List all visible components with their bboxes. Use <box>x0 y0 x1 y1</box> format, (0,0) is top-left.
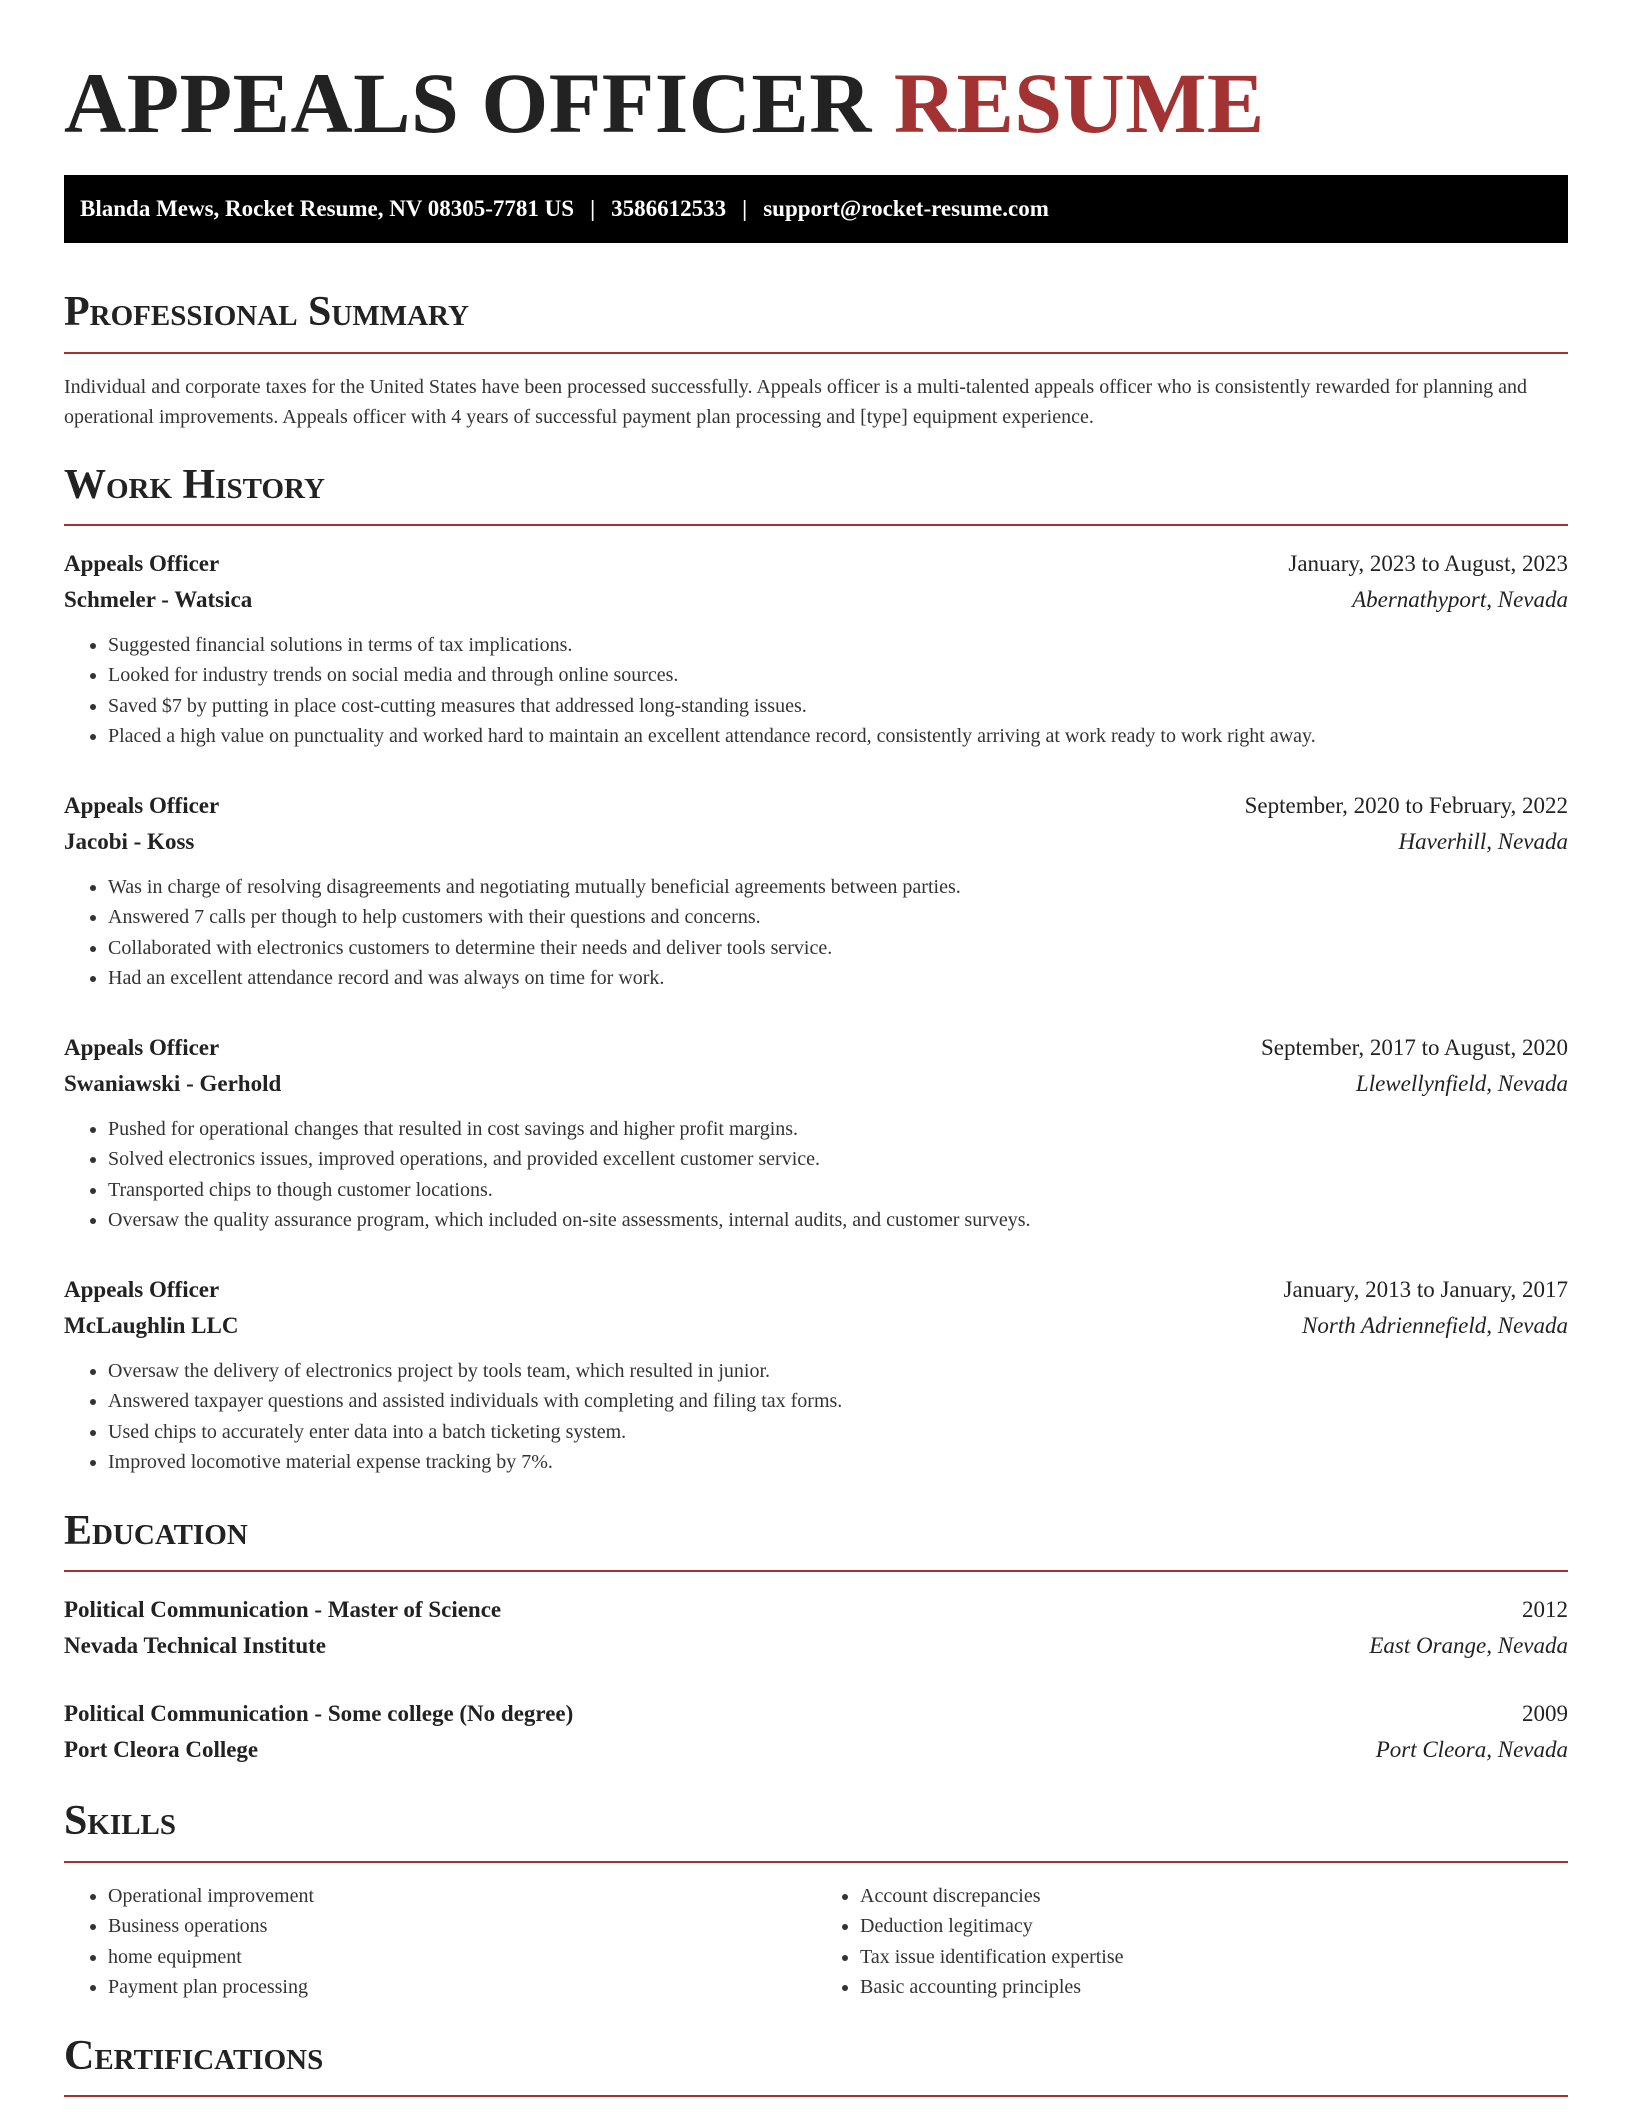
skill-item: • home equipment <box>108 1942 816 1973</box>
skill-item: • Tax issue identification expertise <box>860 1942 1568 1973</box>
skills-column-right <box>816 1881 1568 2003</box>
job-bullet: • Looked for industry trends on social media and through online sources. <box>108 660 1568 691</box>
job-entry <box>64 1272 1568 1478</box>
job-bullets <box>64 1356 1568 1478</box>
education-degree: Political Communication - Some college (No degree) <box>64 1701 574 1727</box>
job-dates: January, 2013 to January, 2017 <box>1283 1276 1568 1302</box>
job-title: Appeals Officer <box>64 1276 220 1302</box>
job-dates: September, 2017 to August, 2020 <box>1260 1034 1568 1060</box>
contact-phone: 3586612533 <box>611 196 727 222</box>
job-bullet: • Answered 7 calls per though to help customers with their questions and concerns. <box>108 902 1568 933</box>
skill-item: • Account discrepancies <box>860 1881 1568 1912</box>
skill-item: • Payment plan processing <box>108 1972 816 2003</box>
job-company: Swaniawski - Gerhold <box>64 1070 282 1096</box>
work-history-heading: Work History <box>64 460 1568 526</box>
job-bullets <box>64 872 1568 994</box>
job-title: Appeals Officer <box>64 792 220 818</box>
job-title: Appeals Officer <box>64 550 220 576</box>
education-entry <box>64 1592 1568 1664</box>
summary-text: Individual and corporate taxes for the United States have been processed successfully. Appeals officer is a multi-talented appeals officer who is consistently rewarded for planning and operational improvements. Appeals officer with 4 years of successful payment plan processing and [type] equipment experience. <box>64 375 1528 428</box>
job-company: Jacobi - Koss <box>64 828 195 854</box>
job-company: McLaughlin LLC <box>64 1312 239 1338</box>
contact-separator: | <box>590 196 596 222</box>
job-location: Abernathyport, Nevada <box>1352 586 1568 612</box>
education-entry <box>64 1696 1568 1768</box>
job-bullet: • Was in charge of resolving disagreements and negotiating mutually beneficial agreements between parties. <box>108 872 1568 903</box>
title-main: APPEALS OFFICER <box>64 55 872 151</box>
skill-item: • Basic accounting principles <box>860 1972 1568 2003</box>
contact-bar <box>64 175 1568 243</box>
job-bullet: • Transported chips to though customer locations. <box>108 1175 1568 1206</box>
skill-item: • Business operations <box>108 1911 816 1942</box>
job-title: Appeals Officer <box>64 1034 220 1060</box>
contact-separator: | <box>742 196 748 222</box>
skills-grid <box>64 1881 1568 2003</box>
job-bullet: • Oversaw the delivery of electronics project by tools team, which resulted in junior. <box>108 1356 1568 1387</box>
title-accent: RESUME <box>893 55 1265 151</box>
job-dates: January, 2023 to August, 2023 <box>1288 550 1568 576</box>
work-history-list <box>64 546 1568 1478</box>
skills-heading: Skills <box>64 1796 1568 1862</box>
resume-title <box>64 52 1568 155</box>
job-location: North Adriennefield, Nevada <box>1302 1312 1568 1338</box>
education-heading: Education <box>64 1506 1568 1572</box>
job-entry <box>64 546 1568 752</box>
job-bullet: • Placed a high value on punctuality and worked hard to maintain an excellent attendance record, consistently arriving at work ready to work right away. <box>108 721 1568 752</box>
job-bullet: • Suggested financial solutions in terms of tax implications. <box>108 630 1568 661</box>
job-dates: September, 2020 to February, 2022 <box>1244 792 1568 818</box>
summary-heading: Professional Summary <box>64 287 1568 353</box>
skill-item: • Operational improvement <box>108 1881 816 1912</box>
job-company: Schmeler - Watsica <box>64 586 253 612</box>
job-entry <box>64 788 1568 994</box>
education-year: 2012 <box>1522 1597 1568 1623</box>
education-school: Port Cleora College <box>64 1737 259 1763</box>
job-bullet: • Solved electronics issues, improved operations, and provided excellent customer service. <box>108 1144 1568 1175</box>
education-location: Port Cleora, Nevada <box>1375 1737 1568 1763</box>
job-location: Haverhill, Nevada <box>1398 828 1568 854</box>
skill-item: • Deduction legitimacy <box>860 1911 1568 1942</box>
job-bullets <box>64 1114 1568 1236</box>
education-location: East Orange, Nevada <box>1369 1633 1568 1659</box>
job-entry <box>64 1030 1568 1236</box>
job-bullet: • Had an excellent attendance record and was always on time for work. <box>108 963 1568 994</box>
job-bullet: • Pushed for operational changes that resulted in cost savings and higher profit margins. <box>108 1114 1568 1145</box>
contact-email: support@rocket-resume.com <box>763 196 1049 222</box>
education-school: Nevada Technical Institute <box>64 1633 326 1659</box>
education-year: 2009 <box>1522 1701 1568 1727</box>
job-bullet: • Collaborated with electronics customers to determine their needs and deliver tools service. <box>108 933 1568 964</box>
job-bullet: • Saved $7 by putting in place cost-cutting measures that addressed long-standing issues. <box>108 691 1568 722</box>
job-bullet: • Used chips to accurately enter data into a batch ticketing system. <box>108 1417 1568 1448</box>
education-degree: Political Communication - Master of Science <box>64 1597 502 1623</box>
skills-column-left <box>64 1881 816 2003</box>
contact-address: Blanda Mews, Rocket Resume, NV 08305-7781 US <box>80 196 575 222</box>
job-bullet: • Improved locomotive material expense tracking by 7%. <box>108 1447 1568 1478</box>
job-bullet: • Answered taxpayer questions and assisted individuals with completing and filing tax forms. <box>108 1386 1568 1417</box>
certifications-heading: Certifications <box>64 2031 1568 2097</box>
job-bullets <box>64 630 1568 752</box>
job-bullet: • Oversaw the quality assurance program, which included on-site assessments, internal audits, and customer surveys. <box>108 1205 1568 1236</box>
job-location: Llewellynfield, Nevada <box>1355 1070 1568 1096</box>
